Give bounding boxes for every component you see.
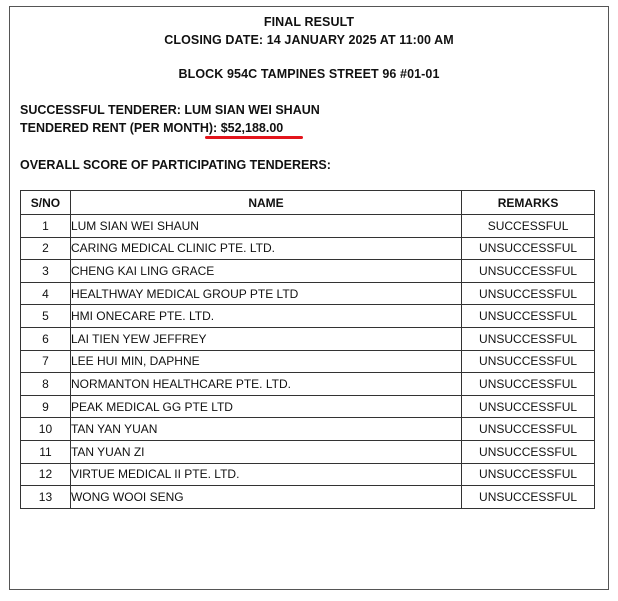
table-header-row	[21, 191, 595, 215]
table-row	[21, 418, 595, 441]
table-row	[21, 305, 595, 328]
row-name: VIRTUE MEDICAL II PTE. LTD.	[70, 463, 461, 486]
tenderers-table	[20, 190, 595, 509]
table-row	[21, 215, 595, 238]
row-remarks: UNSUCCESSFUL	[462, 305, 595, 328]
row-sno: 5	[21, 305, 71, 328]
row-sno: 4	[21, 282, 71, 305]
successful-tenderer: SUCCESSFUL TENDERER: LUM SIAN WEI SHAUN	[20, 103, 320, 117]
row-sno: 13	[21, 486, 71, 509]
row-sno: 12	[21, 463, 71, 486]
table-row	[21, 373, 595, 396]
rent-underline	[205, 136, 303, 139]
table-row	[21, 282, 595, 305]
row-name: PEAK MEDICAL GG PTE LTD	[70, 395, 461, 418]
row-name: NORMANTON HEALTHCARE PTE. LTD.	[70, 373, 461, 396]
header-remarks: REMARKS	[462, 191, 595, 215]
tendered-rent	[20, 121, 283, 135]
block-address: BLOCK 954C TAMPINES STREET 96 #01-01	[178, 67, 440, 81]
row-name: CARING MEDICAL CLINIC PTE. LTD.	[70, 237, 461, 260]
row-name: TAN YAN YUAN	[70, 418, 461, 441]
row-sno: 6	[21, 327, 71, 350]
row-remarks: UNSUCCESSFUL	[462, 237, 595, 260]
row-sno: 8	[21, 373, 71, 396]
table-row	[21, 463, 595, 486]
row-name: LEE HUI MIN, DAPHNE	[70, 350, 461, 373]
row-remarks: UNSUCCESSFUL	[462, 418, 595, 441]
row-sno: 11	[21, 440, 71, 463]
table-row	[21, 395, 595, 418]
row-remarks: UNSUCCESSFUL	[462, 440, 595, 463]
table-row	[21, 486, 595, 509]
header-name: NAME	[70, 191, 461, 215]
row-remarks: UNSUCCESSFUL	[462, 486, 595, 509]
row-name: WONG WOOI SENG	[70, 486, 461, 509]
table-row	[21, 440, 595, 463]
table-row	[21, 237, 595, 260]
row-name: TAN YUAN ZI	[70, 440, 461, 463]
row-sno: 7	[21, 350, 71, 373]
row-remarks: UNSUCCESSFUL	[462, 373, 595, 396]
row-remarks: UNSUCCESSFUL	[462, 350, 595, 373]
table-body	[21, 215, 595, 509]
row-remarks: UNSUCCESSFUL	[462, 282, 595, 305]
closing-date: CLOSING DATE: 14 JANUARY 2025 AT 11:00 AM	[164, 33, 454, 47]
header-sno: S/NO	[21, 191, 71, 215]
row-name: LAI TIEN YEW JEFFREY	[70, 327, 461, 350]
tendered-rent-label: TENDERED RENT (PER MONTH):	[20, 121, 221, 135]
row-sno: 3	[21, 260, 71, 283]
row-remarks: SUCCESSFUL	[462, 215, 595, 238]
row-name: HEALTHWAY MEDICAL GROUP PTE LTD	[70, 282, 461, 305]
row-sno: 10	[21, 418, 71, 441]
row-remarks: UNSUCCESSFUL	[462, 260, 595, 283]
table-row	[21, 260, 595, 283]
overall-score-heading: OVERALL SCORE OF PARTICIPATING TENDERERS:	[20, 158, 331, 172]
row-sno: 9	[21, 395, 71, 418]
tendered-rent-amount: $52,188.00	[220, 121, 284, 135]
row-remarks: UNSUCCESSFUL	[462, 327, 595, 350]
result-document	[9, 6, 609, 590]
row-name: CHENG KAI LING GRACE	[70, 260, 461, 283]
row-sno: 1	[21, 215, 71, 238]
document-title: FINAL RESULT	[263, 15, 355, 29]
row-name: HMI ONECARE PTE. LTD.	[70, 305, 461, 328]
row-remarks: UNSUCCESSFUL	[462, 395, 595, 418]
row-remarks: UNSUCCESSFUL	[462, 463, 595, 486]
table-row	[21, 327, 595, 350]
row-name: LUM SIAN WEI SHAUN	[70, 215, 461, 238]
row-sno: 2	[21, 237, 71, 260]
table-row	[21, 350, 595, 373]
